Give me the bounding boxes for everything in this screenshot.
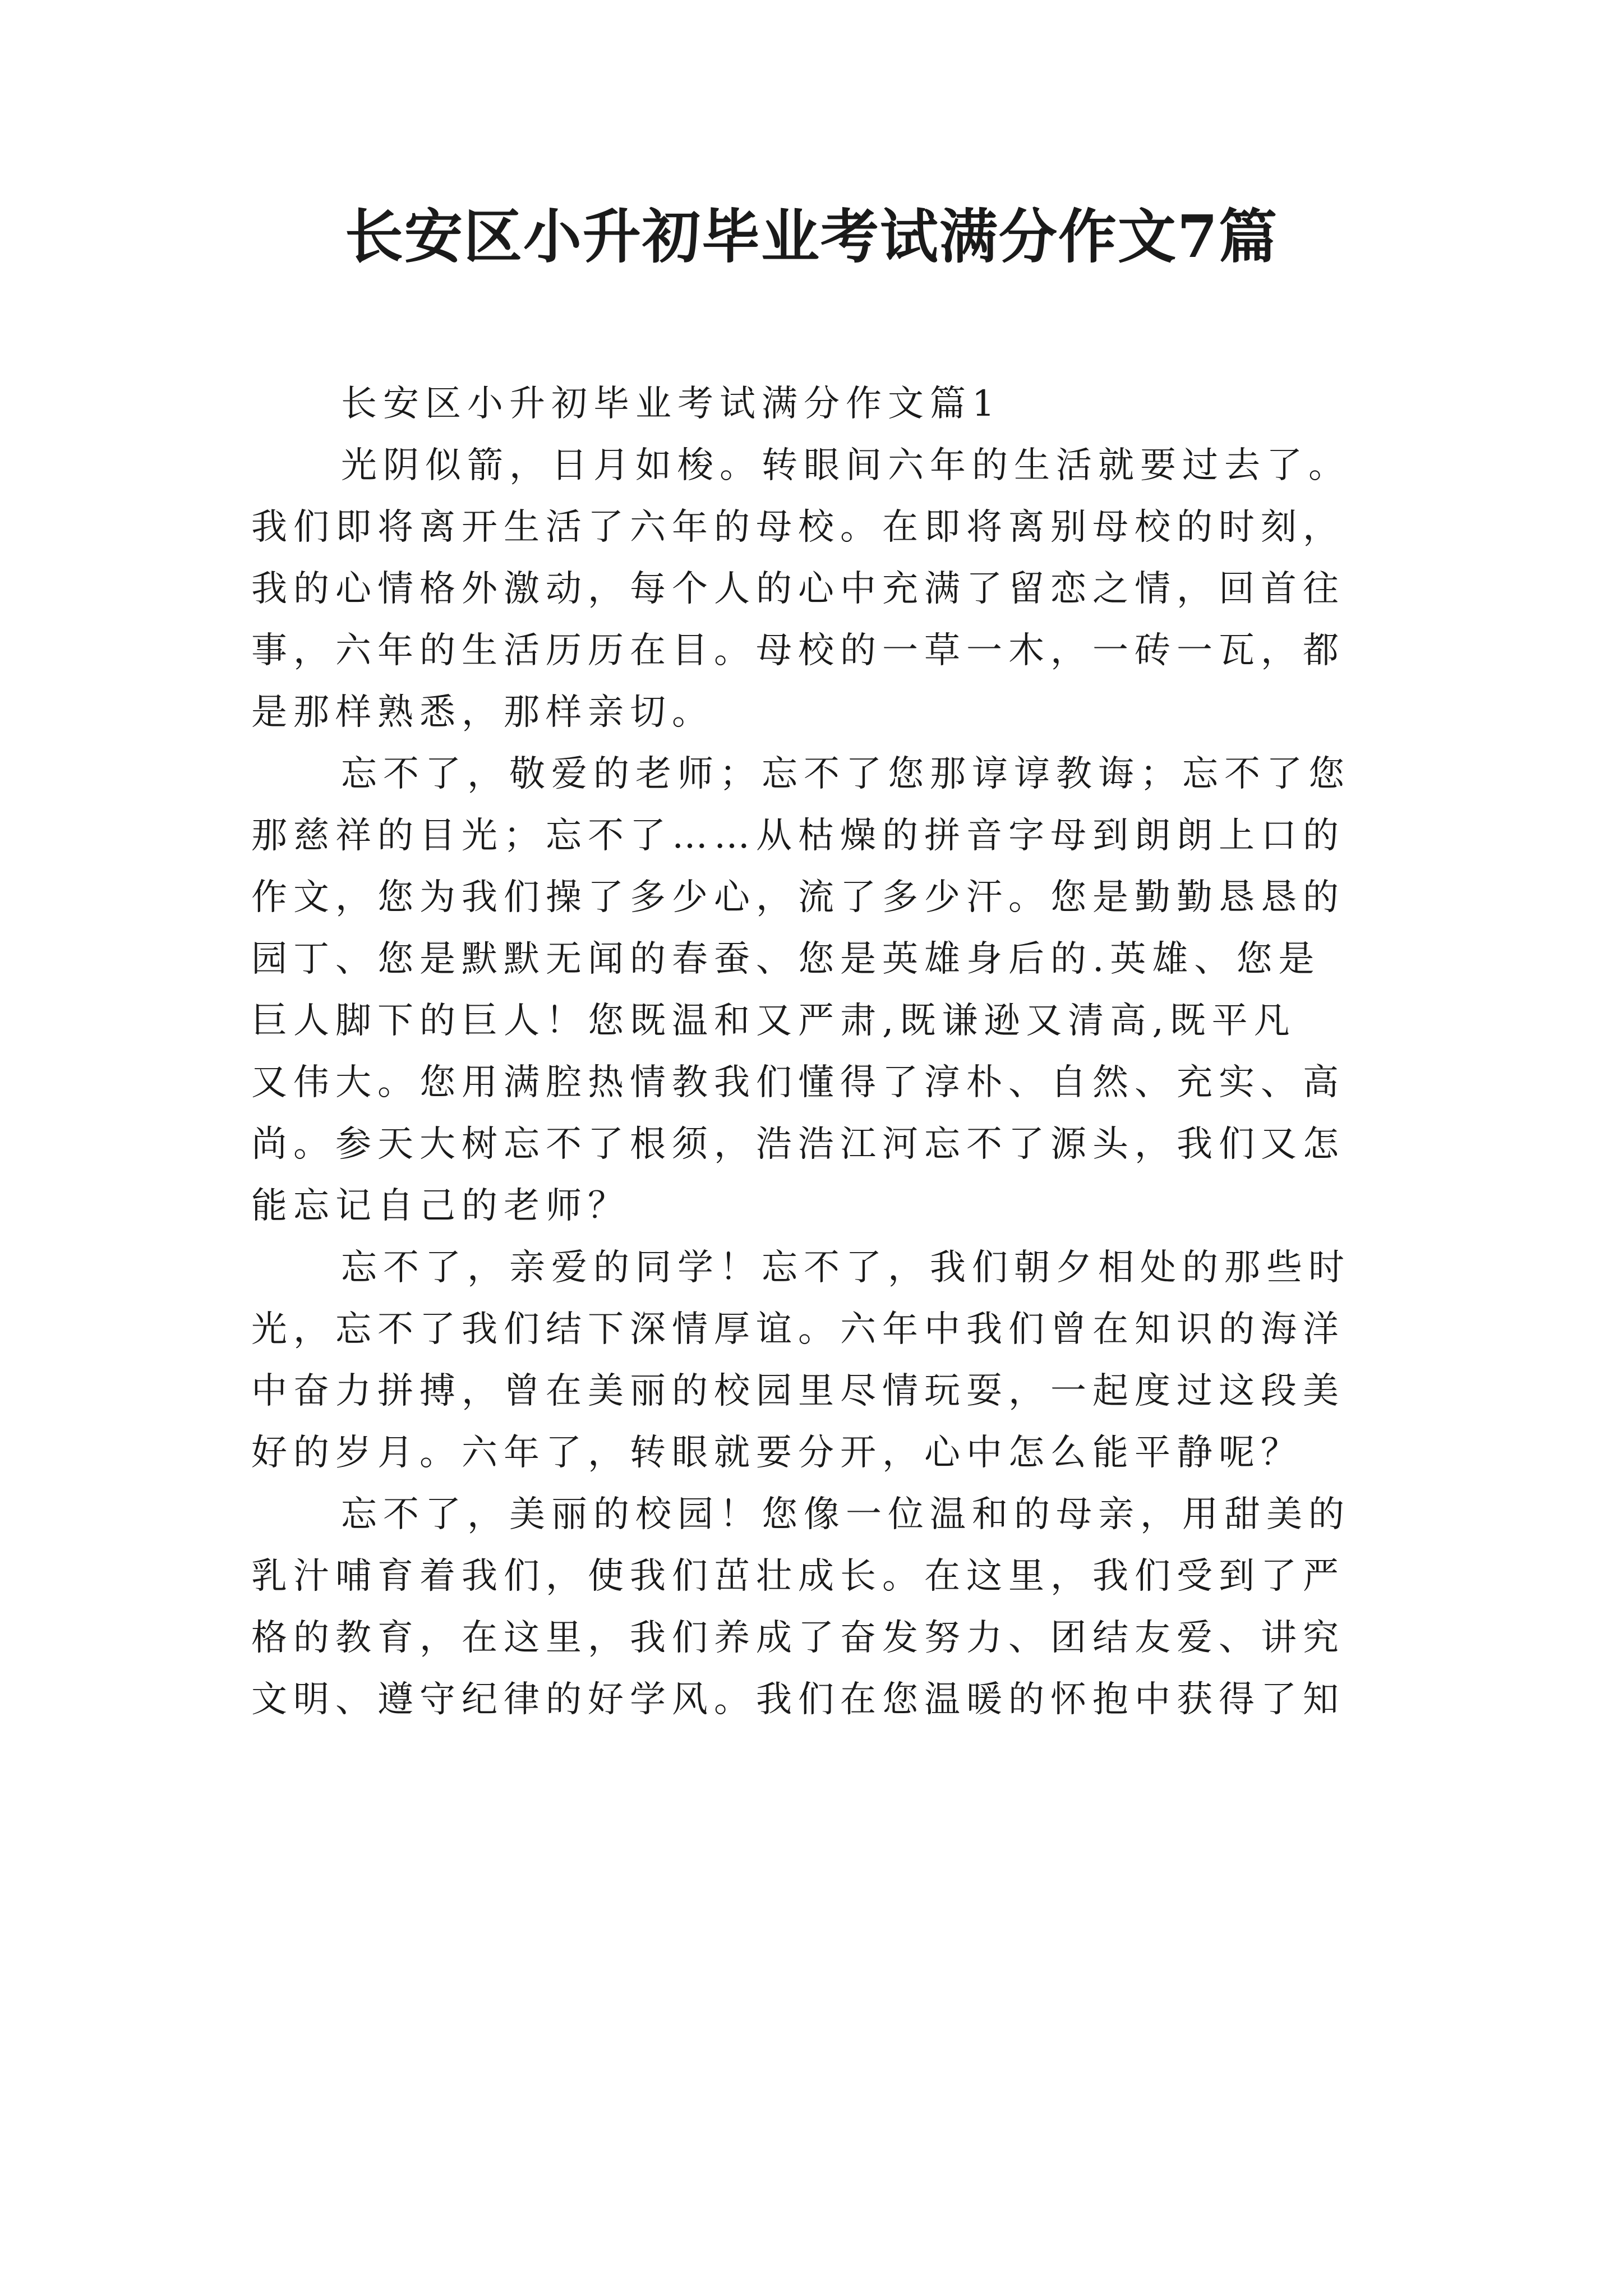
paragraph-line: 事，六年的生活历历在目。母校的一草一木，一砖一瓦，都 xyxy=(251,630,1345,671)
document-body xyxy=(251,373,1435,1731)
paragraph-first-line: 长安区小升初毕业考试满分作文篇1 xyxy=(341,383,1001,425)
document-title: 长安区小升初毕业考试满分作文7篇 xyxy=(344,202,1279,271)
paragraph-line: 能忘记自己的老师？ xyxy=(251,1185,630,1227)
paragraph-first-line: 忘不了，美丽的校园！您像一位温和的母亲，用甜美的 xyxy=(341,1494,1350,1535)
paragraph-line: 我的心情格外激动，每个人的心中充满了留恋之情，回首往 xyxy=(251,568,1345,610)
paragraph-line: 那慈祥的目光；忘不了……从枯燥的拼音字母到朗朗上口的 xyxy=(251,815,1345,857)
paragraph-line: 乳汁哺育着我们，使我们茁壮成长。在这里，我们受到了严 xyxy=(251,1556,1345,1597)
paragraph-line: 文明、遵守纪律的好学风。我们在您温暖的怀抱中获得了知 xyxy=(251,1679,1345,1720)
paragraph-line: 中奋力拼搏，曾在美丽的校园里尽情玩耍，一起度过这段美 xyxy=(251,1370,1345,1412)
paragraph-line: 光，忘不了我们结下深情厚谊。六年中我们曾在知识的海洋 xyxy=(251,1309,1345,1350)
paragraph-line: 巨人脚下的巨人！您既温和又严肃,既谦逊又清高,既平凡 xyxy=(251,1000,1296,1042)
paragraph-first-line: 忘不了，敬爱的老师；忘不了您那谆谆教诲；忘不了您 xyxy=(341,753,1350,795)
paragraph-line: 是那样熟悉，那样亲切。 xyxy=(251,692,714,733)
paragraph-line: 又伟大。您用满腔热情教我们懂得了淳朴、自然、充实、高 xyxy=(251,1062,1345,1103)
paragraph-first-line: 光阴似箭，日月如梭。转眼间六年的生活就要过去了。 xyxy=(341,445,1350,486)
paragraph-line: 格的教育，在这里，我们养成了奋发努力、团结友爱、讲究 xyxy=(251,1617,1345,1659)
paragraph-line: 好的岁月。六年了，转眼就要分开，心中怎么能平静呢？ xyxy=(251,1432,1303,1474)
paragraph-line: 我们即将离开生活了六年的母校。在即将离别母校的时刻， xyxy=(251,507,1345,548)
paragraph-first-line: 忘不了，亲爱的同学！忘不了，我们朝夕相处的那些时 xyxy=(341,1247,1350,1289)
paragraph-line: 尚。参天大树忘不了根须，浩浩江河忘不了源头，我们又怎 xyxy=(251,1124,1345,1165)
paragraph-line: 作文，您为我们操了多少心，流了多少汗。您是勤勤恳恳的 xyxy=(251,877,1345,918)
paragraph-line: 园丁、您是默默无闻的春蚕、您是英雄身后的.英雄、您是 xyxy=(251,938,1321,980)
